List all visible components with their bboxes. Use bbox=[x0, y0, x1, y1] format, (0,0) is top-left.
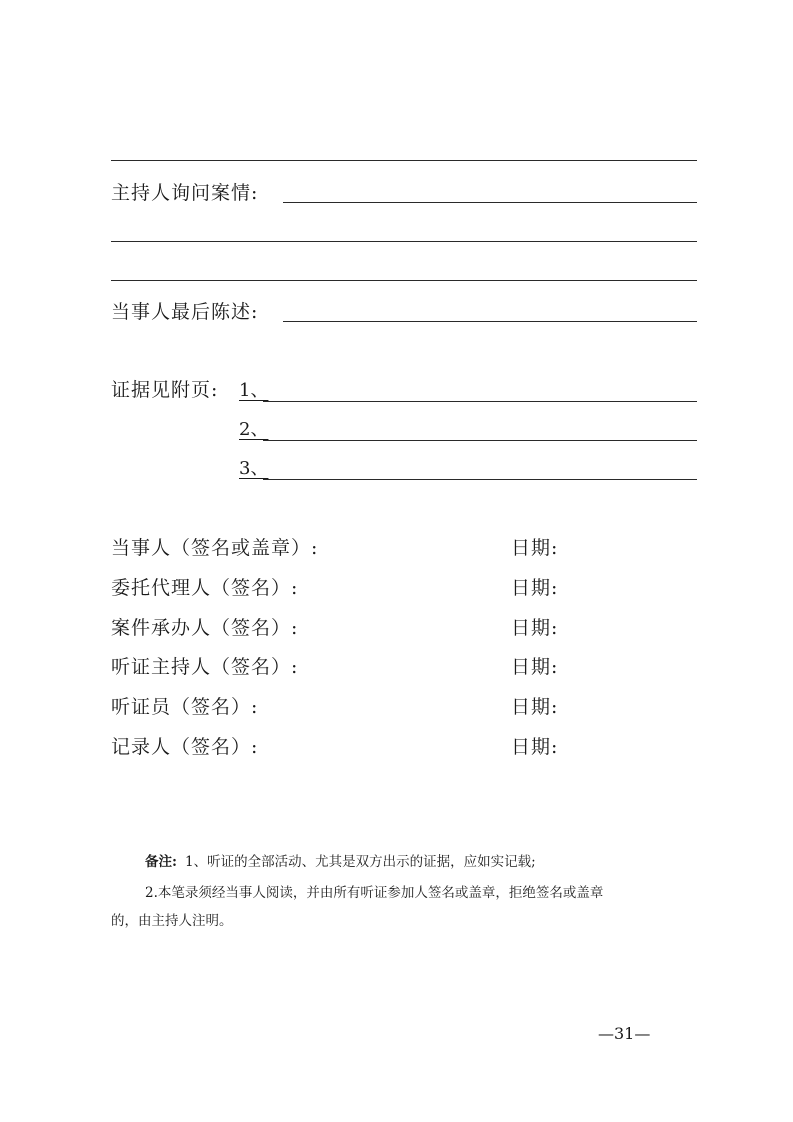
evidence-item-number: 2、 bbox=[239, 419, 269, 440]
signature-label-hearing-host: 听证主持人（签名）: bbox=[111, 656, 299, 678]
evidence-label: 证据见附页: bbox=[111, 379, 219, 401]
signature-date-label: 日期: bbox=[511, 656, 559, 678]
signature-label-hearing-officer: 听证员（签名）: bbox=[111, 696, 259, 718]
notes-title: 备注: bbox=[145, 854, 177, 870]
evidence-item-line[interactable] bbox=[263, 401, 697, 402]
evidence-item-number: 3、 bbox=[239, 458, 269, 479]
signature-label-recorder: 记录人（签名）: bbox=[111, 736, 259, 758]
evidence-item-line[interactable] bbox=[263, 440, 697, 441]
signature-date-label: 日期: bbox=[511, 577, 559, 599]
signature-label-case-handler: 案件承办人（签名）: bbox=[111, 617, 299, 639]
signature-label-agent: 委托代理人（签名）: bbox=[111, 577, 299, 599]
notes-line-3: 的，由主持人注明。 bbox=[111, 913, 233, 929]
host-inquiry-label: 主持人询问案情: bbox=[111, 182, 259, 204]
party-final-statement-label: 当事人最后陈述: bbox=[111, 301, 259, 323]
blank-line bbox=[111, 280, 697, 281]
host-inquiry-line[interactable] bbox=[283, 202, 697, 203]
signature-date-label: 日期: bbox=[511, 617, 559, 639]
signature-date-label: 日期: bbox=[511, 736, 559, 758]
evidence-item-line[interactable] bbox=[263, 479, 697, 480]
notes-line-1: 1、听证的全部活动、尤其是双方出示的证据，应如实记载; bbox=[185, 854, 536, 870]
signature-date-label: 日期: bbox=[511, 537, 559, 559]
signature-label-party: 当事人（签名或盖章）: bbox=[111, 537, 319, 559]
party-final-statement-line[interactable] bbox=[283, 321, 697, 322]
notes-line-2: 2.本笔录须经当事人阅读，并由所有听证参加人签名或盖章，拒绝签名或盖章 bbox=[145, 885, 604, 901]
blank-line bbox=[111, 241, 697, 242]
blank-line bbox=[111, 160, 697, 161]
page-number: —31— bbox=[598, 1024, 651, 1043]
signature-date-label: 日期: bbox=[511, 696, 559, 718]
evidence-item-number: 1、 bbox=[239, 380, 269, 401]
